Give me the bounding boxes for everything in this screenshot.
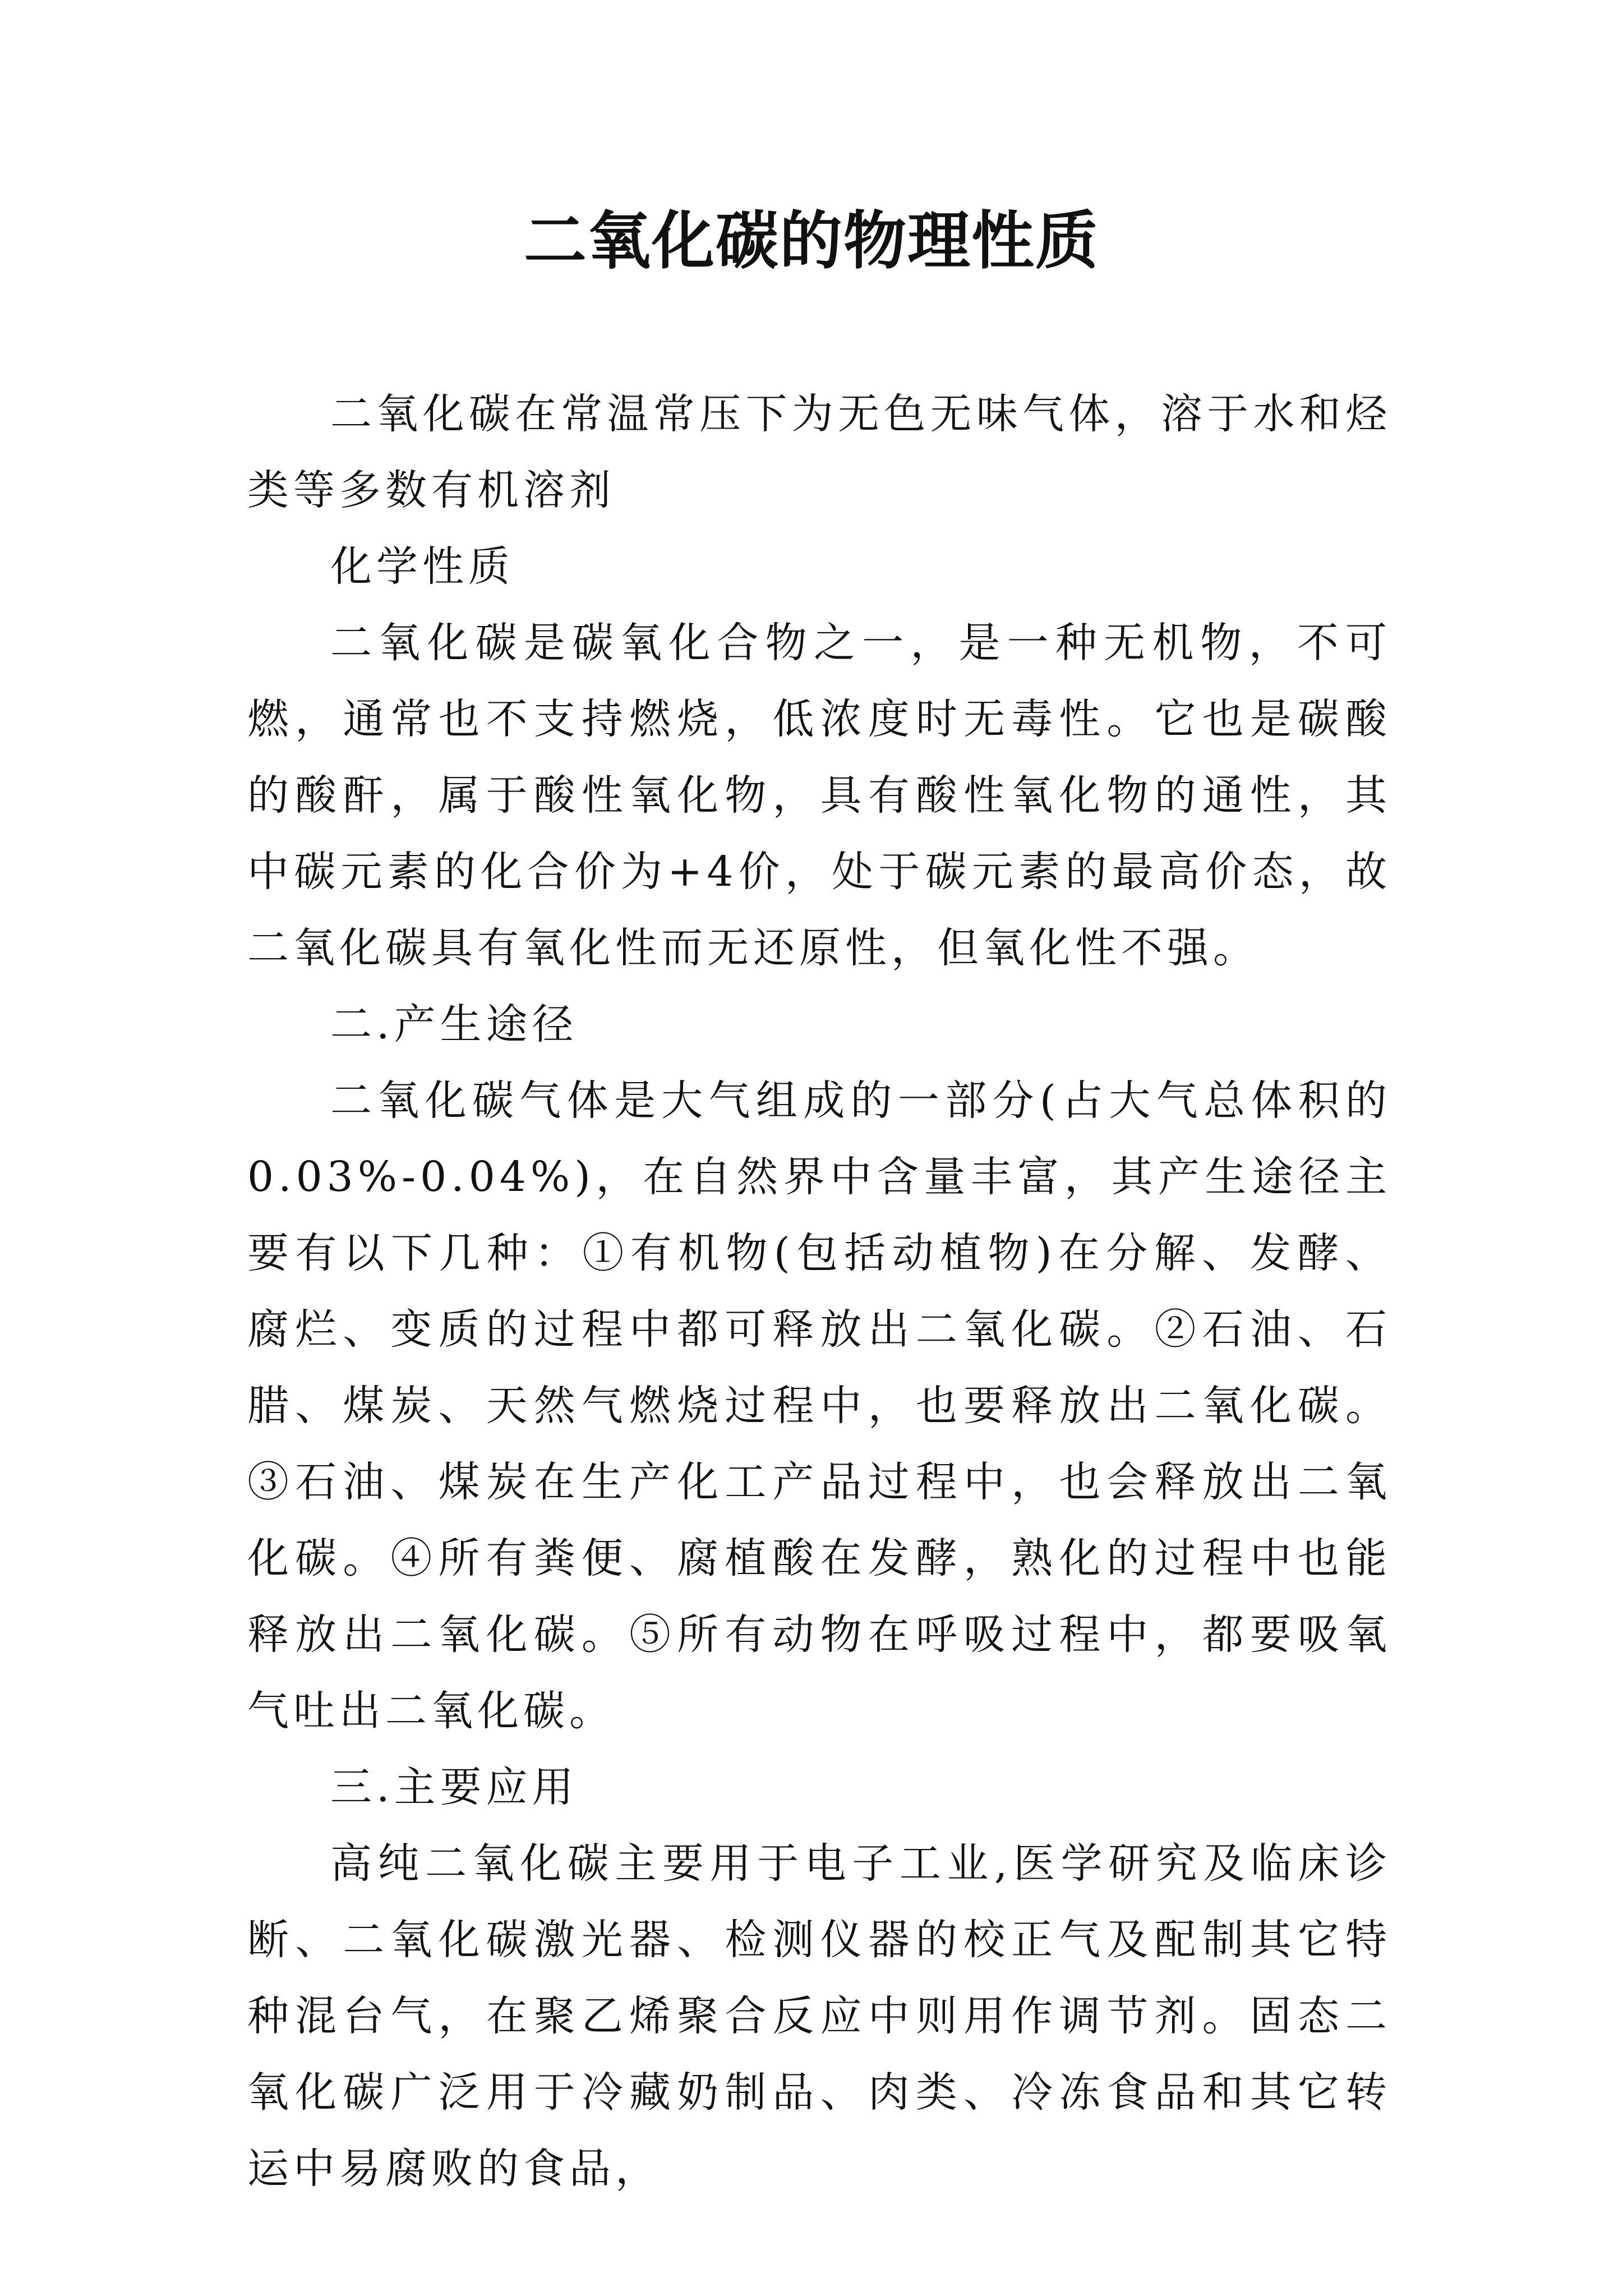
- paragraph-main-applications: 高纯二氧化碳主要用于电子工业,医学研究及临床诊断、二氧化碳激光器、检测仪器的校正气及配制其它特种混台气，在聚乙烯聚合反应中则用作调节剂。固态二氧化碳广泛用于冷藏奶制品、肉类、冷冻食品和其它转运中易腐败的食品，: [247, 1839, 1391, 2193]
- paragraph-physical-properties: 二氧化碳在常温常压下为无色无味气体，溶于水和烃类等多数有机溶剂: [247, 390, 1391, 514]
- document-body: [247, 376, 1391, 2207]
- heading-production-pathways: 二.产生途径: [330, 1000, 578, 1048]
- document-title: 二氧化碳的物理性质: [524, 204, 1099, 278]
- paragraph-production-pathways: 二氧化碳气体是大气组成的一部分(占大气总体积的0.03%-0.04%)，在自然界中含量丰富，其产生途径主要有以下几种：①有机物(包括动植物)在分解、发酵、腐烂、变质的过程中都可释放出二氧化碳。②石油、石腊、煤炭、天然气燃烧过程中，也要释放出二氧化碳。③石油、煤炭在生产化工产品过程中，也会释放出二氧化碳。④所有粪便、腐植酸在发酵，熟化的过程中也能释放出二氧化碳。⑤所有动物在呼吸过程中，都要吸氧气吐出二氧化碳。: [247, 1076, 1391, 1735]
- paragraph-chemical-properties: 二氧化碳是碳氧化合物之一，是一种无机物，不可燃，通常也不支持燃烧，低浓度时无毒性。它也是碳酸的酸酐，属于酸性氧化物，具有酸性氧化物的通性，其中碳元素的化合价为+4价，处于碳元素的最高价态，故二氧化碳具有氧化性而无还原性，但氧化性不强。: [247, 619, 1391, 972]
- heading-chemical-properties: 化学性质: [330, 542, 514, 591]
- heading-main-applications: 三.主要应用: [330, 1763, 578, 1811]
